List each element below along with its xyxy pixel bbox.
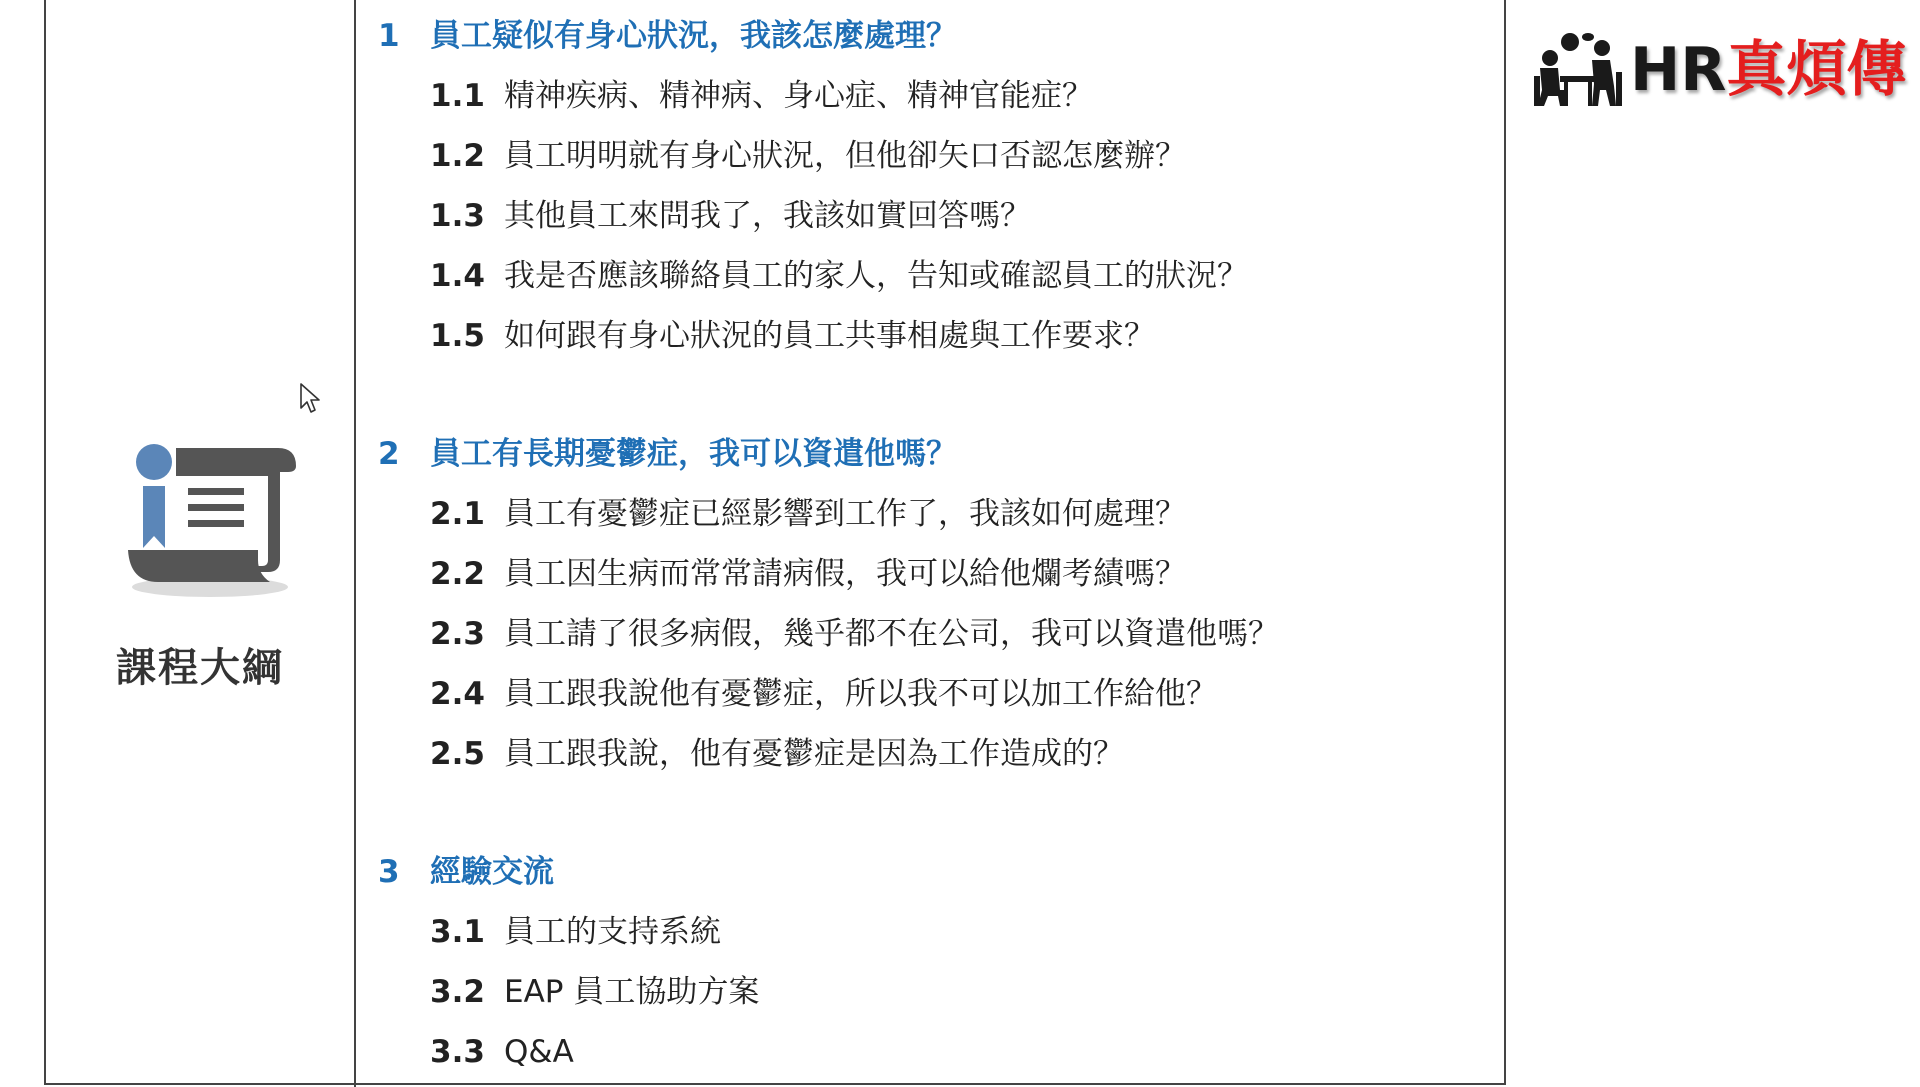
outline-item-2-3 <box>430 606 1279 662</box>
outline-item-1-3 <box>430 188 1031 244</box>
outline-item-2-5 <box>430 726 1124 782</box>
item-text: 員工因生病而常常請病假，我可以給他爛考績嗎？ <box>504 556 1186 592</box>
item-text: 員工明明就有身心狀況，但他卻矢口否認怎麼辦？ <box>504 138 1186 174</box>
item-number: 1.2 <box>430 138 485 174</box>
section-title: 員工有長期憂鬱症，我可以資遣他嗎？ <box>430 436 957 472</box>
meeting-people-icon <box>1530 28 1626 112</box>
item-number: 1.5 <box>430 318 485 354</box>
item-number: 3.1 <box>430 914 485 950</box>
outline-item-2-4 <box>430 666 1217 722</box>
outline-item-3-1 <box>430 904 721 960</box>
outline-item-3-2 <box>430 964 759 1020</box>
item-number: 1.4 <box>430 258 485 294</box>
section-title: 經驗交流 <box>430 854 554 890</box>
item-number: 3.3 <box>430 1034 485 1070</box>
outline-item-2-2 <box>430 546 1186 602</box>
column-divider <box>354 0 356 1087</box>
item-number: 2.2 <box>430 556 485 592</box>
item-text: 我是否應該聯絡員工的家人，告知或確認員工的狀況？ <box>504 258 1248 294</box>
item-text: 員工的支持系統 <box>504 914 721 950</box>
item-number: 2.5 <box>430 736 485 772</box>
item-text: 員工跟我說他有憂鬱症，所以我不可以加工作給他？ <box>504 676 1217 712</box>
item-text: 員工請了很多病假，幾乎都不在公司，我可以資遣他嗎？ <box>504 616 1279 652</box>
item-text: 其他員工來問我了，我該如實回答嗎？ <box>504 198 1031 234</box>
item-number: 1.1 <box>430 78 485 114</box>
brand-logo <box>1530 28 1907 112</box>
item-text: 如何跟有身心狀況的員工共事相處與工作要求？ <box>504 318 1155 354</box>
mouse-cursor-icon <box>299 382 323 414</box>
item-text: Q&A <box>504 1034 574 1070</box>
section-3-heading <box>378 844 554 900</box>
item-number: 3.2 <box>430 974 485 1010</box>
section-number: 1 <box>378 18 400 54</box>
course-outline-title: 課程大綱 <box>116 645 284 691</box>
left-panel <box>46 0 354 1083</box>
item-number: 1.3 <box>430 198 485 234</box>
item-number: 2.3 <box>430 616 485 652</box>
item-number: 2.1 <box>430 496 485 532</box>
item-number: 2.4 <box>430 676 485 712</box>
logo-hr-text: HR <box>1630 35 1727 105</box>
section-number: 2 <box>378 436 400 472</box>
outline-item-1-4 <box>430 248 1248 304</box>
outline-item-2-1 <box>430 486 1186 542</box>
syllabus-scroll-icon <box>118 432 298 602</box>
section-title: 員工疑似有身心狀況，我該怎麼處理？ <box>430 18 957 54</box>
section-2-heading <box>378 426 957 482</box>
item-text: 員工有憂鬱症已經影響到工作了，我該如何處理？ <box>504 496 1186 532</box>
section-number: 3 <box>378 854 400 890</box>
section-1-heading <box>378 8 957 64</box>
item-text: 精神疾病、精神病、身心症、精神官能症？ <box>504 78 1093 114</box>
item-text: 員工跟我說，他有憂鬱症是因為工作造成的？ <box>504 736 1124 772</box>
item-text: EAP 員工協助方案 <box>504 974 760 1010</box>
outline-item-3-3 <box>430 1024 574 1080</box>
outline-item-1-1 <box>430 68 1093 124</box>
outline-item-1-2 <box>430 128 1186 184</box>
logo-chinese-text: 真煩傳 <box>1726 35 1907 105</box>
outline-item-1-5 <box>430 308 1155 364</box>
logo-wordmark <box>1630 34 1906 106</box>
